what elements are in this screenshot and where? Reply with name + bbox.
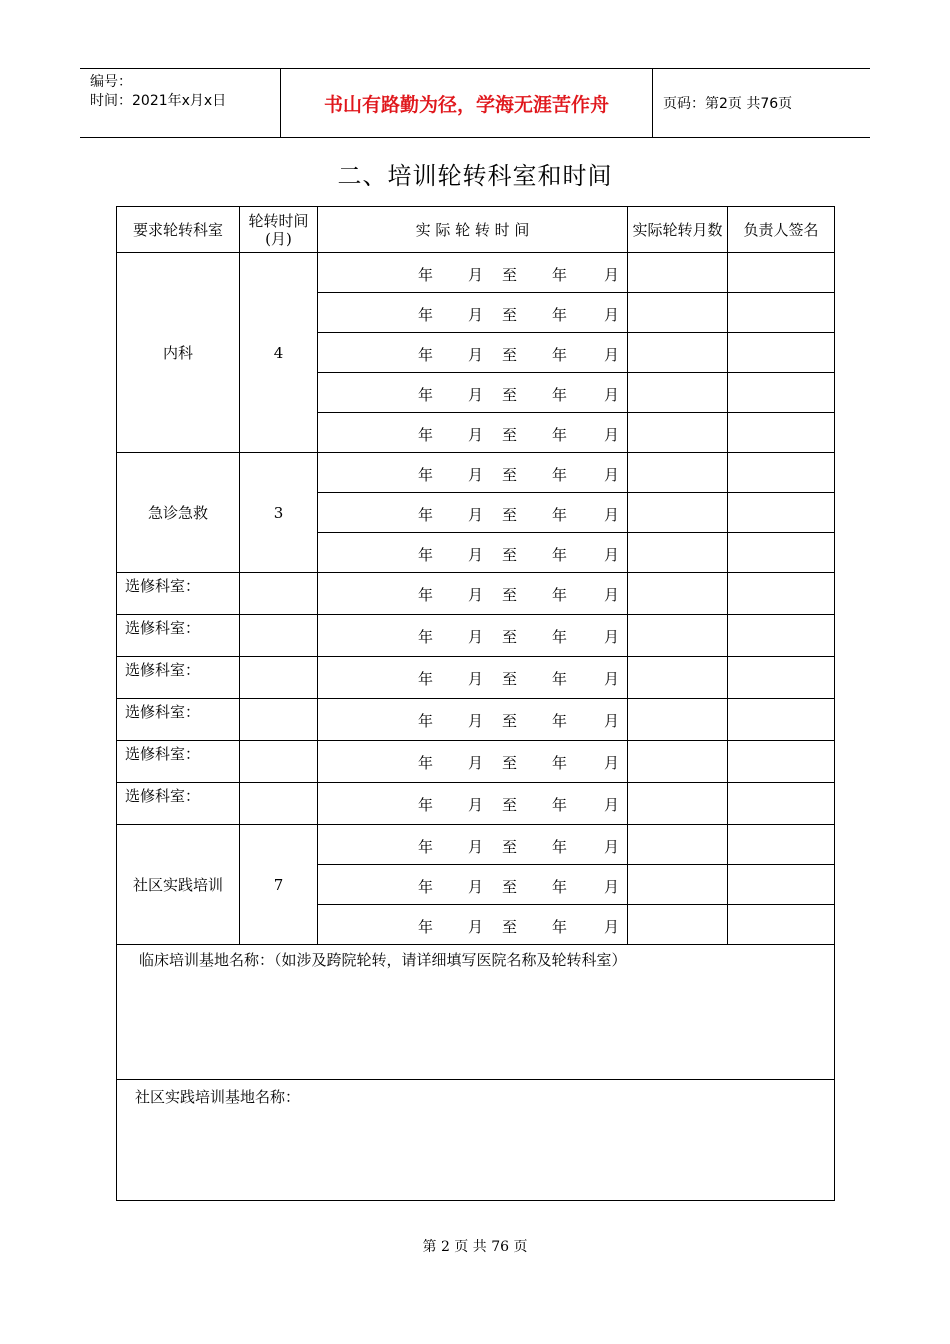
actual-months-cell[interactable] — [628, 905, 728, 945]
actual-date-range[interactable] — [318, 533, 628, 573]
date-month-start-label: 月 — [468, 838, 484, 856]
serial-number-label: 编号： — [90, 74, 132, 90]
date-year-end-label: 年 — [552, 754, 568, 772]
elective-months-cell[interactable] — [240, 573, 318, 615]
date-month-end-label: 月 — [604, 346, 620, 364]
date-year-start-label: 年 — [418, 670, 434, 688]
actual-months-cell[interactable] — [628, 373, 728, 413]
header-page-info: 页码：第2页 共76页 — [663, 96, 793, 112]
date-to-label: 至 — [502, 266, 518, 284]
community-months-cell: 7 — [240, 825, 318, 945]
elective-dept-cell[interactable]: 选修科室： — [117, 615, 240, 657]
date-year-start-label: 年 — [418, 712, 434, 730]
date-year-start-label: 年 — [418, 386, 434, 404]
date-month-end-label: 月 — [604, 586, 620, 604]
elective-months-cell[interactable] — [240, 615, 318, 657]
rotation-table — [116, 206, 835, 1201]
header-signature: 负责人签名 — [728, 207, 835, 253]
date-year-start-label: 年 — [418, 546, 434, 564]
document-header — [80, 68, 870, 138]
table-header-row — [117, 207, 835, 253]
signature-cell[interactable] — [728, 453, 835, 493]
date-to-label: 至 — [502, 346, 518, 364]
actual-months-cell[interactable] — [628, 293, 728, 333]
date-year-end-label: 年 — [552, 546, 568, 564]
date-to-label: 至 — [502, 386, 518, 404]
table-row — [117, 741, 835, 783]
actual-date-range[interactable] — [318, 657, 628, 699]
date-to-label: 至 — [502, 628, 518, 646]
date-year-end-label: 年 — [552, 878, 568, 896]
date-year-end-label: 年 — [552, 796, 568, 814]
date-month-start-label: 月 — [468, 670, 484, 688]
actual-date-range[interactable] — [318, 413, 628, 453]
actual-date-range[interactable] — [318, 825, 628, 865]
elective-dept-cell[interactable]: 选修科室： — [117, 657, 240, 699]
elective-months-cell[interactable] — [240, 699, 318, 741]
header-meta — [80, 69, 281, 137]
date-label: 时间：2021年x月x日 — [90, 93, 227, 109]
actual-date-range[interactable] — [318, 905, 628, 945]
elective-dept-cell[interactable]: 选修科室： — [117, 573, 240, 615]
date-year-start-label: 年 — [418, 346, 434, 364]
date-month-start-label: 月 — [468, 878, 484, 896]
actual-date-range[interactable] — [318, 373, 628, 413]
date-to-label: 至 — [502, 670, 518, 688]
group-1-dept-cell: 急诊急救 — [117, 453, 240, 573]
actual-months-cell[interactable] — [628, 253, 728, 293]
date-year-end-label: 年 — [552, 426, 568, 444]
signature-cell[interactable] — [728, 865, 835, 905]
date-year-end-label: 年 — [552, 918, 568, 936]
date-month-start-label: 月 — [468, 586, 484, 604]
date-to-label: 至 — [502, 506, 518, 524]
actual-date-range[interactable] — [318, 865, 628, 905]
date-year-end-label: 年 — [552, 586, 568, 604]
actual-date-range[interactable] — [318, 493, 628, 533]
header-rotation-months: 轮转时间(月) — [240, 207, 318, 253]
date-year-end-label: 年 — [552, 628, 568, 646]
actual-months-cell[interactable] — [628, 783, 728, 825]
actual-date-range[interactable] — [318, 453, 628, 493]
date-to-label: 至 — [502, 918, 518, 936]
date-month-start-label: 月 — [468, 386, 484, 404]
date-year-start-label: 年 — [418, 754, 434, 772]
table-row — [117, 453, 835, 493]
actual-date-range[interactable] — [318, 741, 628, 783]
actual-date-range[interactable] — [318, 573, 628, 615]
signature-cell[interactable] — [728, 373, 835, 413]
header-motto: 书山有路勤为径，学海无涯苦作舟 — [281, 69, 653, 137]
date-month-end-label: 月 — [604, 712, 620, 730]
actual-months-cell[interactable] — [628, 825, 728, 865]
elective-dept-cell[interactable]: 选修科室： — [117, 783, 240, 825]
date-to-label: 至 — [502, 586, 518, 604]
table-row — [117, 615, 835, 657]
date-to-label: 至 — [502, 712, 518, 730]
date-year-start-label: 年 — [418, 506, 434, 524]
actual-months-cell[interactable] — [628, 865, 728, 905]
date-month-end-label: 月 — [604, 266, 620, 284]
date-year-end-label: 年 — [552, 838, 568, 856]
clinical-base-field[interactable] — [117, 945, 835, 1080]
elective-dept-cell[interactable]: 选修科室： — [117, 699, 240, 741]
date-year-start-label: 年 — [418, 466, 434, 484]
date-year-start-label: 年 — [418, 878, 434, 896]
date-year-end-label: 年 — [552, 386, 568, 404]
actual-months-cell[interactable] — [628, 657, 728, 699]
date-year-end-label: 年 — [552, 712, 568, 730]
signature-cell[interactable] — [728, 293, 835, 333]
section-title: 二、培训轮转科室和时间 — [337, 162, 613, 190]
signature-cell[interactable] — [728, 533, 835, 573]
signature-cell[interactable] — [728, 699, 835, 741]
actual-months-cell[interactable] — [628, 699, 728, 741]
date-month-end-label: 月 — [604, 466, 620, 484]
date-year-start-label: 年 — [418, 586, 434, 604]
community-base-label: 社区实践培训基地名称： — [135, 1088, 301, 1106]
table-row — [117, 253, 835, 293]
date-month-start-label: 月 — [468, 796, 484, 814]
date-month-start-label: 月 — [468, 712, 484, 730]
table-row — [117, 657, 835, 699]
date-year-start-label: 年 — [418, 918, 434, 936]
table-row — [117, 783, 835, 825]
header-actual-time: 实 际 轮 转 时 间 — [318, 207, 628, 253]
signature-cell[interactable] — [728, 413, 835, 453]
actual-date-range[interactable] — [318, 293, 628, 333]
actual-months-cell[interactable] — [628, 333, 728, 373]
group-0-dept-cell: 内科 — [117, 253, 240, 453]
date-month-start-label: 月 — [468, 628, 484, 646]
date-year-start-label: 年 — [418, 628, 434, 646]
actual-months-cell[interactable] — [628, 573, 728, 615]
date-month-end-label: 月 — [604, 796, 620, 814]
date-month-end-label: 月 — [604, 306, 620, 324]
group-0-months-cell: 4 — [240, 253, 318, 453]
date-month-end-label: 月 — [604, 918, 620, 936]
date-year-end-label: 年 — [552, 306, 568, 324]
signature-cell[interactable] — [728, 825, 835, 865]
header-actual-months: 实际轮转月数 — [628, 207, 728, 253]
date-to-label: 至 — [502, 796, 518, 814]
actual-months-cell[interactable] — [628, 615, 728, 657]
date-month-start-label: 月 — [468, 754, 484, 772]
date-month-end-label: 月 — [604, 546, 620, 564]
signature-cell[interactable] — [728, 573, 835, 615]
date-month-start-label: 月 — [468, 306, 484, 324]
table-row — [117, 825, 835, 865]
date-to-label: 至 — [502, 306, 518, 324]
date-to-label: 至 — [502, 466, 518, 484]
date-to-label: 至 — [502, 838, 518, 856]
date-month-start-label: 月 — [468, 346, 484, 364]
date-month-start-label: 月 — [468, 466, 484, 484]
date-year-start-label: 年 — [418, 306, 434, 324]
actual-months-cell[interactable] — [628, 413, 728, 453]
date-month-start-label: 月 — [468, 266, 484, 284]
date-month-start-label: 月 — [468, 506, 484, 524]
actual-date-range[interactable] — [318, 333, 628, 373]
actual-months-cell[interactable] — [628, 533, 728, 573]
signature-cell[interactable] — [728, 741, 835, 783]
date-month-end-label: 月 — [604, 754, 620, 772]
date-month-end-label: 月 — [604, 628, 620, 646]
page-footer: 第 2 页 共 76 页 — [422, 1239, 528, 1255]
signature-cell[interactable] — [728, 905, 835, 945]
date-year-start-label: 年 — [418, 796, 434, 814]
date-year-start-label: 年 — [418, 426, 434, 444]
signature-cell[interactable] — [728, 783, 835, 825]
actual-date-range[interactable] — [318, 699, 628, 741]
actual-months-cell[interactable] — [628, 453, 728, 493]
date-to-label: 至 — [502, 754, 518, 772]
date-month-end-label: 月 — [604, 670, 620, 688]
date-to-label: 至 — [502, 546, 518, 564]
community-dept-cell: 社区实践培训 — [117, 825, 240, 945]
date-month-end-label: 月 — [604, 506, 620, 524]
signature-cell[interactable] — [728, 615, 835, 657]
elective-months-cell[interactable] — [240, 657, 318, 699]
table-row — [117, 699, 835, 741]
actual-months-cell[interactable] — [628, 741, 728, 783]
date-to-label: 至 — [502, 878, 518, 896]
signature-cell[interactable] — [728, 493, 835, 533]
date-year-start-label: 年 — [418, 266, 434, 284]
elective-dept-cell[interactable]: 选修科室： — [117, 741, 240, 783]
date-month-end-label: 月 — [604, 426, 620, 444]
date-year-start-label: 年 — [418, 838, 434, 856]
actual-date-range[interactable] — [318, 253, 628, 293]
date-year-end-label: 年 — [552, 670, 568, 688]
date-year-end-label: 年 — [552, 466, 568, 484]
signature-cell[interactable] — [728, 253, 835, 293]
date-to-label: 至 — [502, 426, 518, 444]
date-month-start-label: 月 — [468, 426, 484, 444]
date-year-end-label: 年 — [552, 506, 568, 524]
group-1-months-cell: 3 — [240, 453, 318, 573]
elective-months-cell[interactable] — [240, 741, 318, 783]
date-month-end-label: 月 — [604, 878, 620, 896]
actual-months-cell[interactable] — [628, 493, 728, 533]
date-month-start-label: 月 — [468, 918, 484, 936]
signature-cell[interactable] — [728, 657, 835, 699]
date-year-end-label: 年 — [552, 266, 568, 284]
community-base-field[interactable] — [117, 1080, 835, 1201]
date-month-start-label: 月 — [468, 546, 484, 564]
signature-cell[interactable] — [728, 333, 835, 373]
date-month-end-label: 月 — [604, 386, 620, 404]
actual-date-range[interactable] — [318, 615, 628, 657]
date-month-end-label: 月 — [604, 838, 620, 856]
date-year-end-label: 年 — [552, 346, 568, 364]
clinical-base-label: 临床培训基地名称：（如涉及跨院轮转，请详细填写医院名称及轮转科室） — [139, 951, 627, 969]
table-row — [117, 573, 835, 615]
elective-months-cell[interactable] — [240, 783, 318, 825]
actual-date-range[interactable] — [318, 783, 628, 825]
header-required-dept: 要求轮转科室 — [117, 207, 240, 253]
